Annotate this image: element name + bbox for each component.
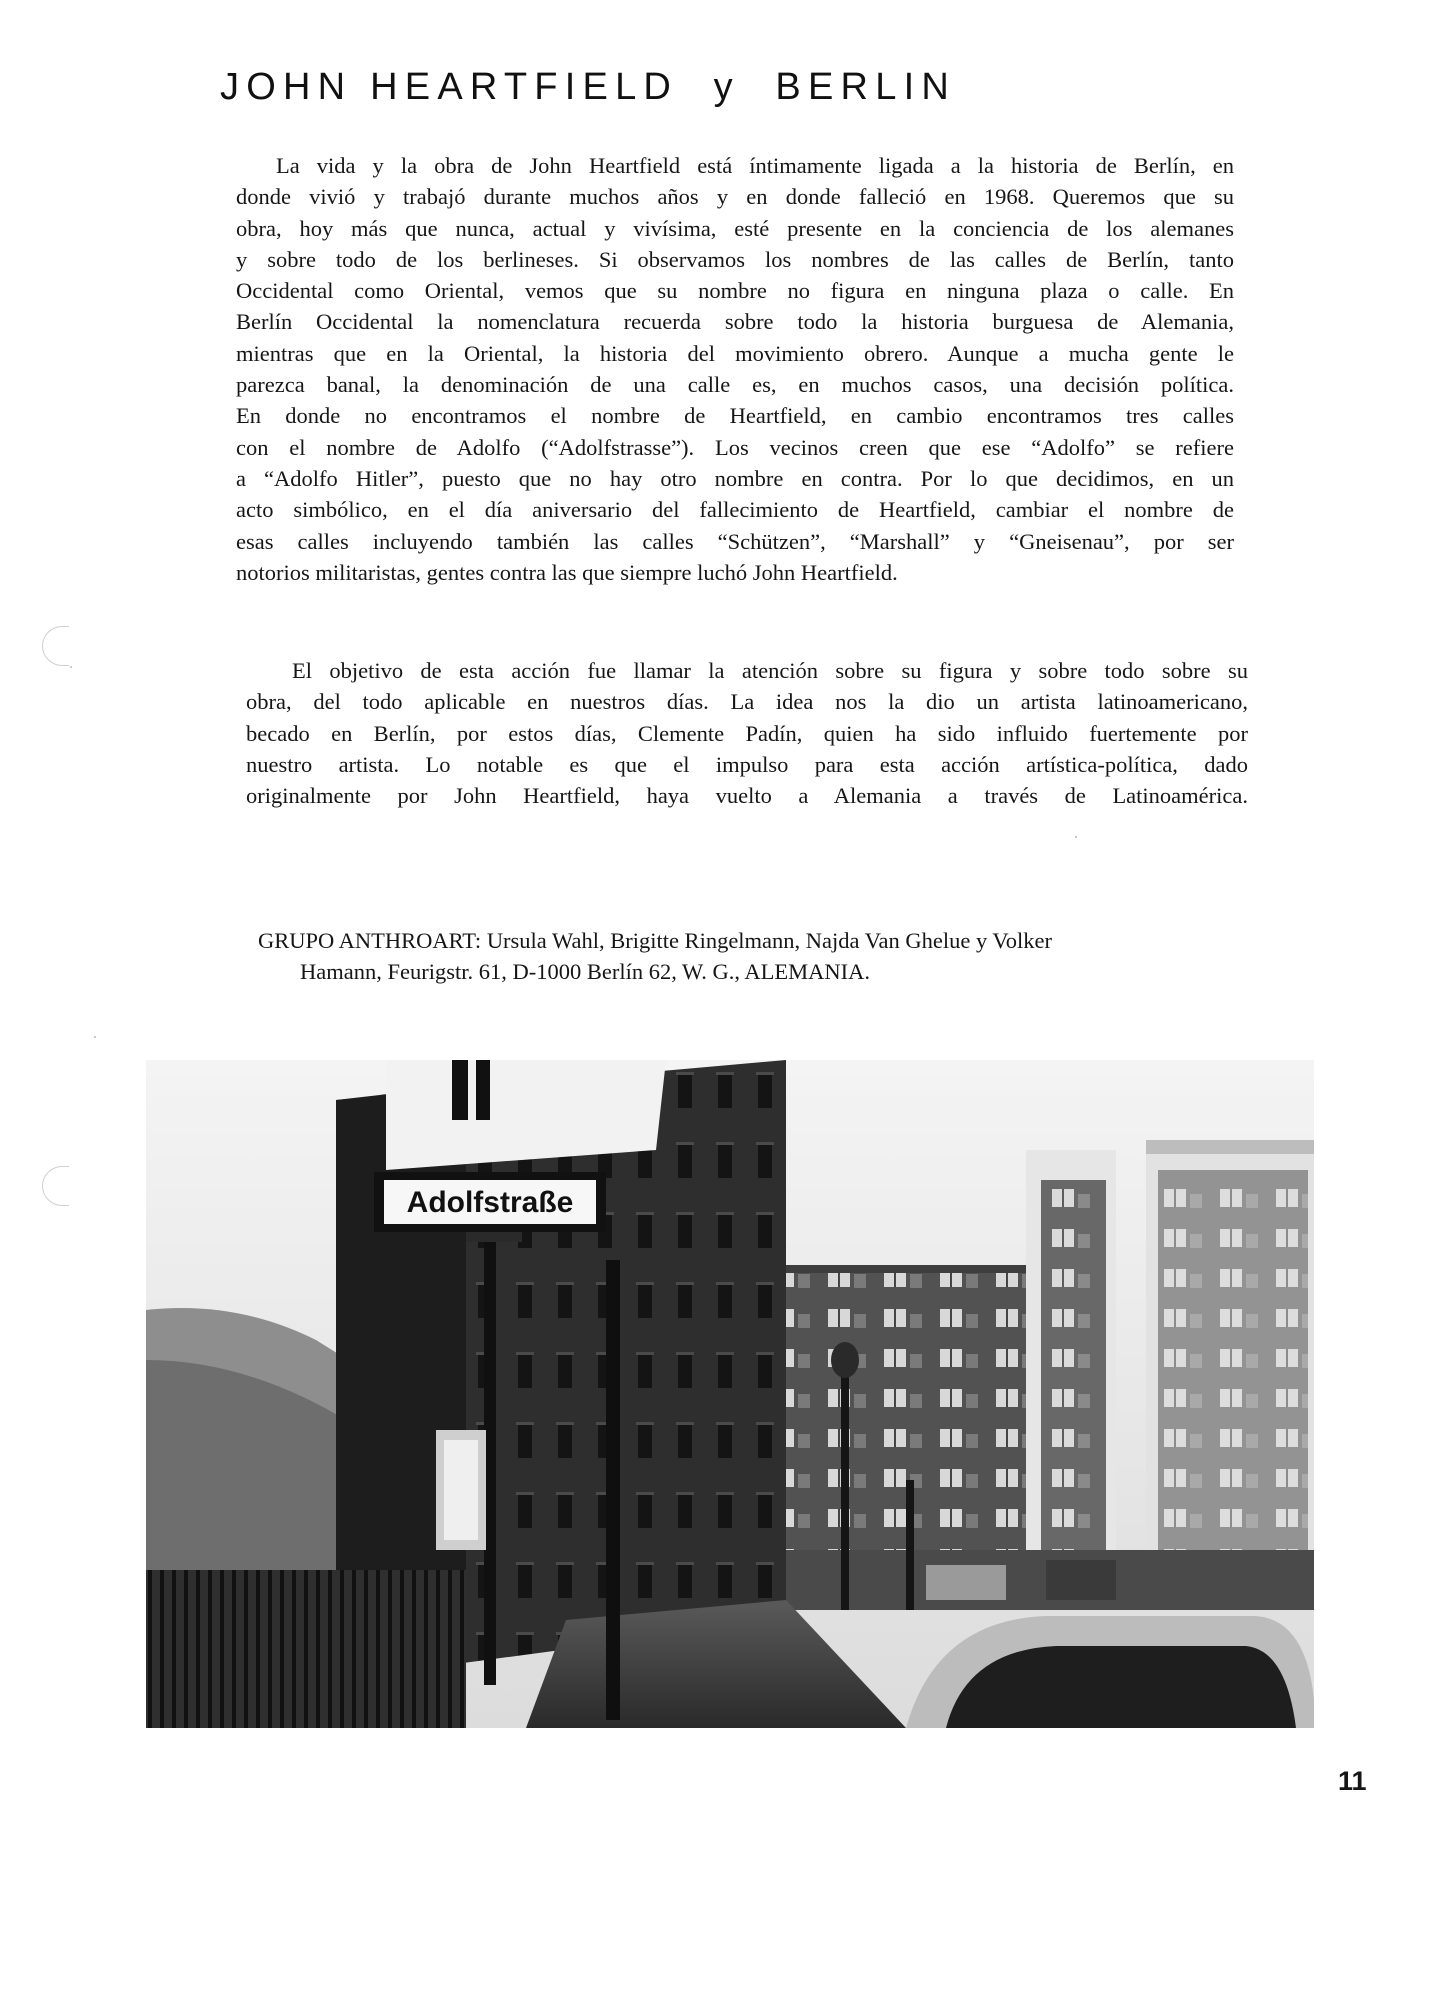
binder-hole-mark bbox=[42, 1166, 69, 1206]
scan-speck bbox=[70, 666, 72, 668]
text-line: acto simbólico, en el día aniversario del fallecimiento de Heartfield, cambiar el nombre de bbox=[236, 497, 1234, 523]
text-line: La vida y la obra de John Heartfield está íntimamente ligada a la historia de Berlín, en bbox=[276, 153, 1234, 178]
group-name: GRUPO ANTHROART: bbox=[258, 928, 482, 953]
text-line: a “Adolfo Hitler”, puesto que no hay otro nombre en contra. Por lo que decidimos, en un bbox=[236, 465, 1234, 491]
text-line: con el nombre de Adolfo (“Adolfstrasse”). Los vecinos creen que ese “Adolfo” se refiere bbox=[236, 434, 1234, 460]
text-line: y sobre todo de los berlineses. Si observamos los nombres de las calles de Berlín, tanto bbox=[236, 246, 1234, 272]
scan-speck bbox=[1075, 836, 1077, 838]
body-paragraph-1 bbox=[236, 150, 1234, 588]
street-photo bbox=[146, 1060, 1314, 1728]
group-address: Hamann, Feurigstr. 61, D-1000 Berlín 62, W. G., bbox=[300, 959, 745, 984]
page-title: JOHN HEARTFIELD y BERLIN bbox=[220, 66, 957, 108]
text-line: En donde no encontramos el nombre de Heartfield, en cambio encontramos tres calles bbox=[236, 403, 1234, 429]
text-line: El objetivo de esta acción fue llamar la atención sobre su figura y sobre todo sobre su bbox=[292, 658, 1248, 683]
body-paragraph-2 bbox=[246, 655, 1248, 811]
binder-hole-mark bbox=[42, 626, 69, 666]
text-line: obra, del todo aplicable en nuestros días. La idea nos la dio un artista latinoamericano, bbox=[246, 689, 1248, 715]
text-line: mientras que en la Oriental, la historia del movimiento obrero. Aunque a mucha gente le bbox=[236, 340, 1234, 366]
text-line: obra, hoy más que nunca, actual y vivísima, esté presente en la conciencia de los alemanes bbox=[236, 215, 1234, 241]
street-sign-text: Adolfstraße bbox=[406, 1186, 574, 1219]
text-line: donde vivió y trabajó durante muchos años y en donde falleció en 1968. Queremos que su bbox=[236, 184, 1234, 210]
scan-speck bbox=[94, 1036, 96, 1038]
text-line: nuestro artista. Lo notable es que el impulso para esta acción artística-política, dado bbox=[246, 751, 1248, 777]
credits-line-2 bbox=[258, 956, 1258, 987]
text-line: notorios militaristas, gentes contra las que siempre luchó John Heartfield. bbox=[236, 559, 898, 585]
text-line: Occidental como Oriental, vemos que su nombre no figura en ninguna plaza o calle. En bbox=[236, 278, 1234, 304]
group-credits bbox=[258, 925, 1258, 987]
group-country: ALEMANIA. bbox=[744, 959, 870, 984]
text-line: Berlín Occidental la nomenclatura recuerda sobre todo la historia burguesa de Alemania, bbox=[236, 309, 1234, 335]
text-line: esas calles incluyendo también las calles “Schützen”, “Marshall” y “Gneisenau”, por ser bbox=[236, 528, 1234, 554]
page-number: 11 bbox=[1338, 1766, 1367, 1796]
group-members: Ursula Wahl, Brigitte Ringelmann, Najda Van Ghelue y Volker bbox=[481, 928, 1052, 953]
text-line: becado en Berlín, por estos días, Clemente Padín, quien ha sido influido fuertemente por bbox=[246, 720, 1248, 746]
text-line: parezca banal, la denominación de una calle es, en muchos casos, una decisión política. bbox=[236, 372, 1234, 398]
credits-line-1 bbox=[258, 925, 1258, 956]
text-line: originalmente por John Heartfield, haya vuelto a Alemania a través de Latinoamérica. bbox=[246, 783, 1248, 809]
